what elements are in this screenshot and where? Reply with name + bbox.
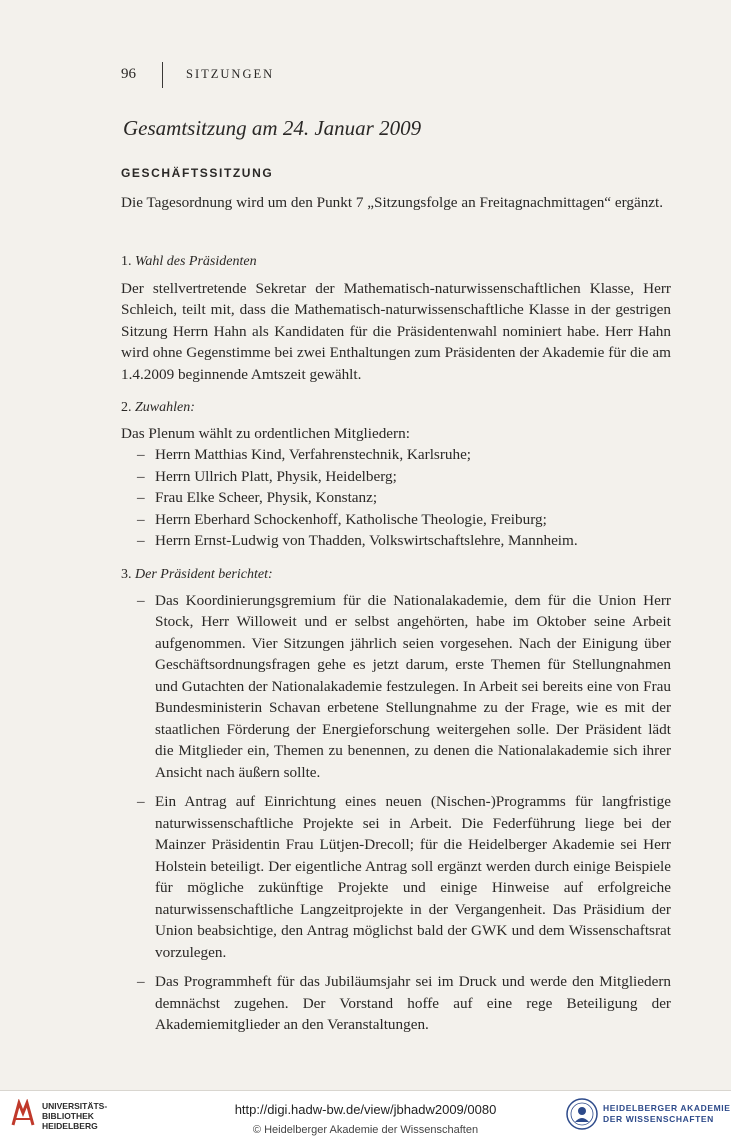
member-list — [121, 444, 671, 552]
permalink[interactable]: http://digi.hadw-bw.de/view/jbhadw2009/0080 — [234, 1102, 497, 1117]
item-1-number: 1. — [121, 254, 132, 269]
list-item: – Das Programmheft für das Jubiläumsjahr sei im Druck und werde den Mitgliedern demnächst zugehen. Der Vorstand hoffe auf eine rege Beteiligung der Akademiemitglieder an den Veranstaltungen. — [121, 971, 671, 1036]
section-heading: GESCHÄFTSSITZUNG — [121, 166, 274, 180]
agenda-item-1 — [121, 251, 671, 385]
library-name: UNIVERSITÄTS- BIBLIOTHEK HEIDELBERG — [42, 1101, 108, 1131]
list-item: – Herrn Ullrich Platt, Physik, Heidelberg; — [121, 466, 671, 488]
list-item: – Herrn Matthias Kind, Verfahrenstechnik, Karlsruhe; — [121, 444, 671, 466]
item-1-text: Der stellvertretende Sekretar der Mathematisch-naturwissenschaftlichen Klasse, Herr Schleich, teilt mit, dass die Mathematisch-naturwissenschaftliche Klasse in der gestrigen Sitzung Herrn Hahn als Kandidaten für die Präsidentenwahl nominiert habe. Herr Hahn wird ohne Gegenstimme bei zwei Enthaltungen zum Präsidenten der Akademie für die am 1.4.2009 beginnende Amtszeit gewählt. — [121, 279, 671, 383]
viewer-footer — [0, 1090, 731, 1143]
running-title: SITZUNGEN — [186, 67, 275, 81]
list-item: – Ein Antrag auf Einrichtung eines neuen (Nischen-)Programms für langfristige naturwissenschaftliche Projekte sei in Arbeit. Die Federführung liege bei der Mainzer Präsidentin Frau Lütjen-Drecoll; für die Heidelberger Akademie sei Herr Holstein beteiligt. Der eigentliche Antrag soll ergänzt werden durch einige Beispiele für mögliche zukünftige Projekte und einige Hinweise auf erfolgreiche naturwissenschaftliche Langzeitprojekte in der Vergangenheit. Das Präsidium der Union beabsichtige, den Antrag möglichst bald der GWK und dem Wissenschaftsrat vorzulegen. — [121, 791, 671, 963]
agenda-item-3 — [121, 564, 671, 1036]
item-2-title: Zuwahlen: — [135, 400, 195, 415]
academy-name: HEIDELBERGER AKADEMIE DER WISSENSCHAFTEN — [603, 1103, 731, 1124]
president-report-list — [121, 590, 671, 1036]
item-2-heading — [121, 397, 671, 419]
agenda-item-2 — [121, 397, 671, 552]
list-item: – Herrn Eberhard Schockenhoff, Katholische Theologie, Freiburg; — [121, 509, 671, 531]
academy-seal-icon — [566, 1098, 598, 1130]
list-item: – Frau Elke Scheer, Physik, Konstanz; — [121, 487, 671, 509]
header-divider — [162, 62, 163, 88]
session-title: Gesamtsitzung am 24. Januar 2009 — [123, 116, 422, 140]
copyright-notice: © Heidelberger Akademie der Wissenschaften — [252, 1124, 479, 1136]
list-item: – Das Koordinierungsgremium für die Nationalakademie, dem für die Union Herr Stock, Herr Willoweit und er selbst angehörten, habe im Oktober seine Arbeit aufgenommen. Vier Sitzungen jährlich seien vorgesehen. Nach der Einigung über Geschäftsordnungsfragen gehe es jetzt darum, erste Themen für Stellungnahmen und Gutachten der Nationalakademie festzulegen. In Arbeit sei bereits eine von Frau Bundesministerin Schavan erbetene Stellungnahme zu der Frage, wie es mit der staatlichen Förderung der Energieforschung weitergehen solle. Der Präsident lädt die Mitglieder ein, Themen zu benennen, zu denen die Nationalakademie sich ihrer Ansicht nach äußern sollte. — [121, 590, 671, 784]
item-3-number: 3. — [121, 567, 132, 582]
intro-text: Die Tagesordnung wird um den Punkt 7 „Sitzungsfolge an Freitagnachmittagen“ ergänzt. — [121, 194, 664, 211]
item-1-heading — [121, 251, 671, 273]
list-item: – Herrn Ernst-Ludwig von Thadden, Volkswirtschaftslehre, Mannheim. — [121, 530, 671, 552]
item-2-text: Das Plenum wählt zu ordentlichen Mitgliedern: — [121, 424, 410, 442]
item-3-title: Der Präsident berichtet: — [135, 567, 273, 582]
item-2-number: 2. — [121, 400, 132, 415]
item-3-heading — [121, 564, 671, 586]
intro-paragraph — [121, 192, 671, 214]
page-number: 96 — [121, 66, 136, 82]
item-1-title: Wahl des Präsidenten — [135, 254, 257, 269]
